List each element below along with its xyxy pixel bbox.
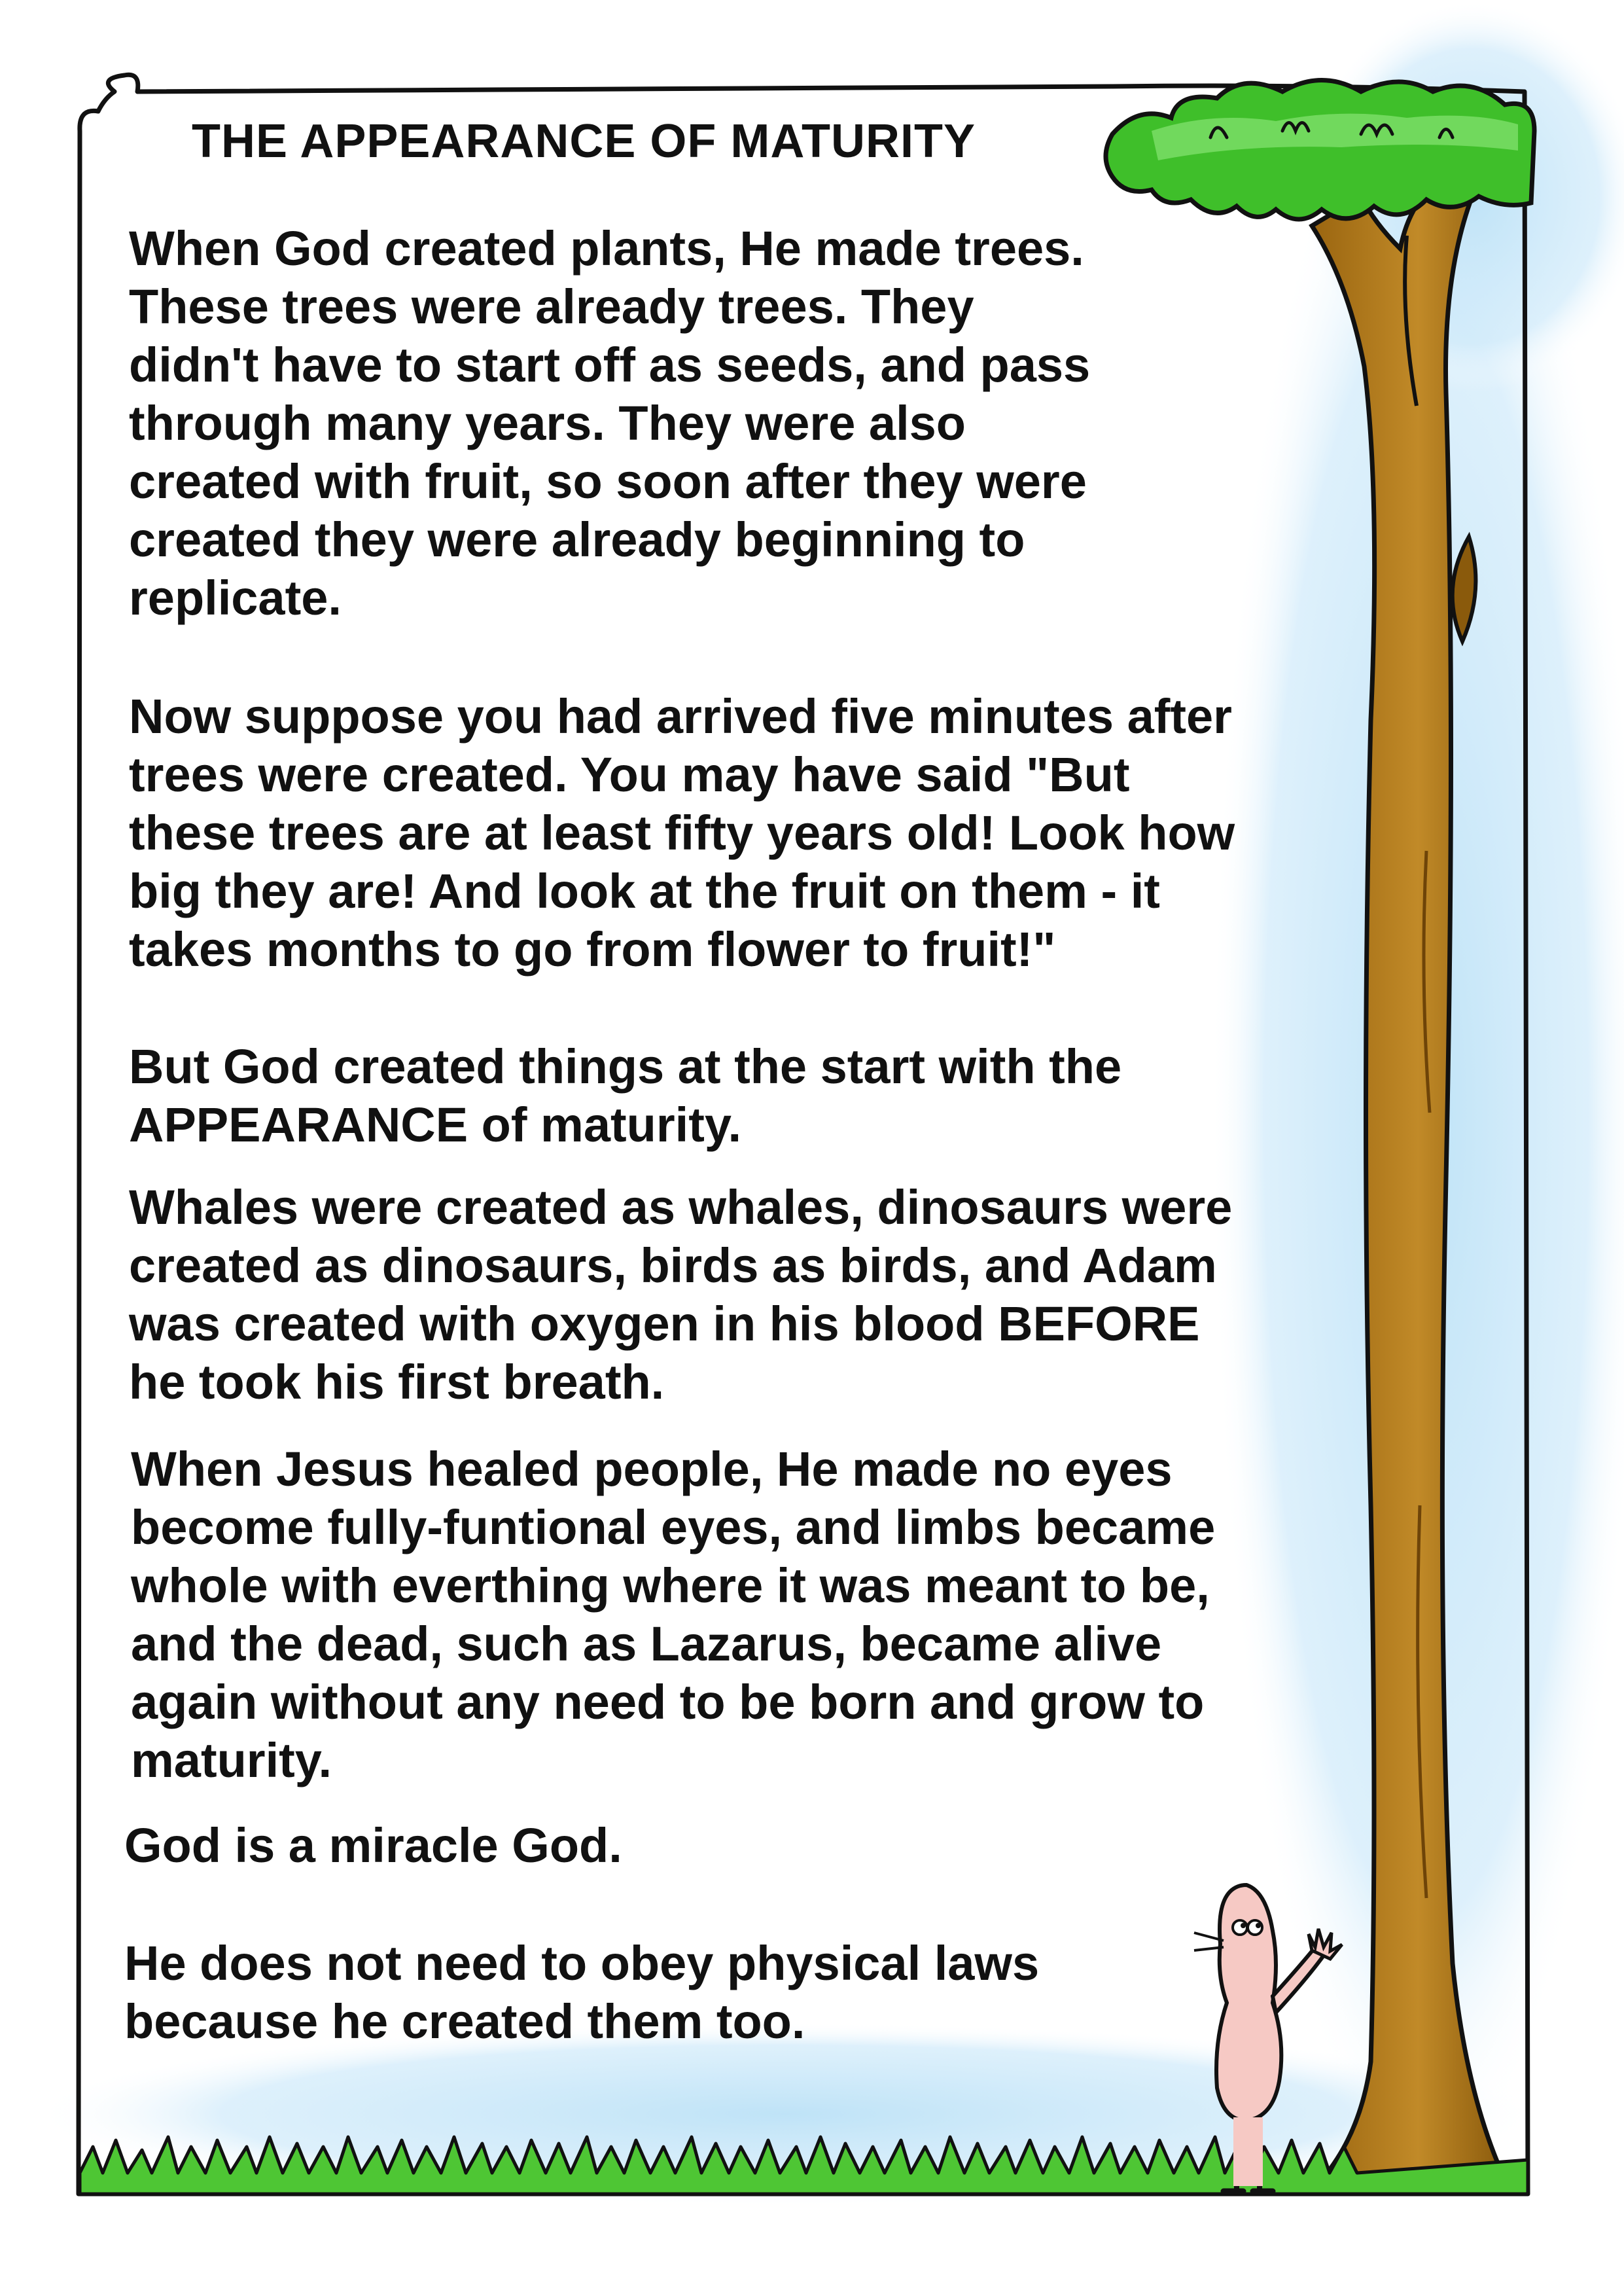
text-line: didn't have to start off as seeds, and pass	[129, 338, 1091, 392]
figure-body	[1216, 1885, 1281, 2121]
text-line: created as dinosaurs, birds as birds, and Adam	[129, 1238, 1217, 1293]
text-line: these trees are at least fifty years old! Look how	[129, 806, 1235, 860]
text-line: again without any need to be born and grow to	[131, 1675, 1205, 1729]
text-line: whole with everthing where it was meant to be,	[131, 1558, 1210, 1613]
text-line: takes months to go from flower to fruit!"	[129, 922, 1056, 977]
paragraph-appearance	[129, 1037, 1121, 1154]
text-line: APPEARANCE of maturity.	[129, 1098, 742, 1152]
text-line: created with fruit, so soon after they were	[129, 454, 1087, 509]
paragraph-jesus-healed	[131, 1440, 1215, 1789]
text-line: He does not need to obey physical laws	[124, 1936, 1040, 1990]
text-line: Whales were created as whales, dinosaurs were	[129, 1180, 1233, 1234]
text-line: become fully-funtional eyes, and limbs became	[131, 1500, 1216, 1554]
text-line: God is a miracle God.	[124, 1818, 622, 1873]
text-line: But God created things at the start with the	[129, 1039, 1122, 1094]
text-line: he took his first breath.	[129, 1355, 665, 1409]
page-title: THE APPEARANCE OF MATURITY	[192, 115, 976, 168]
text-line: through many years. They were also	[129, 396, 966, 450]
figure-eye	[1248, 1920, 1262, 1935]
paragraph-physical-laws	[124, 1934, 1039, 2051]
text-line: These trees were already trees. They	[129, 279, 974, 334]
text-line: trees were created. You may have said "But	[129, 747, 1130, 802]
text-line: because he created them too.	[124, 1994, 805, 2049]
paragraph-trees-created	[129, 219, 1090, 627]
paragraph-whales	[129, 1178, 1232, 1411]
text-line: was created with oxygen in his blood BEFORE	[129, 1297, 1200, 1351]
text-line: Now suppose you had arrived five minutes after	[129, 689, 1232, 744]
text-line: maturity.	[131, 1733, 332, 1787]
figure-leg-fill	[1233, 2117, 1263, 2186]
text-line: created they were already beginning to	[129, 512, 1025, 567]
text-line: and the dead, such as Lazarus, became alive	[131, 1617, 1162, 1671]
text-line: big they are! And look at the fruit on them - it	[129, 864, 1160, 918]
text-line: When Jesus healed people, He made no eyes	[131, 1442, 1173, 1496]
paragraph-suppose	[129, 687, 1235, 978]
text-line: replicate.	[129, 571, 342, 625]
paragraph-miracle-god	[124, 1816, 622, 1874]
figure-eye	[1233, 1920, 1247, 1935]
text-line: When God created plants, He made trees.	[129, 221, 1084, 276]
